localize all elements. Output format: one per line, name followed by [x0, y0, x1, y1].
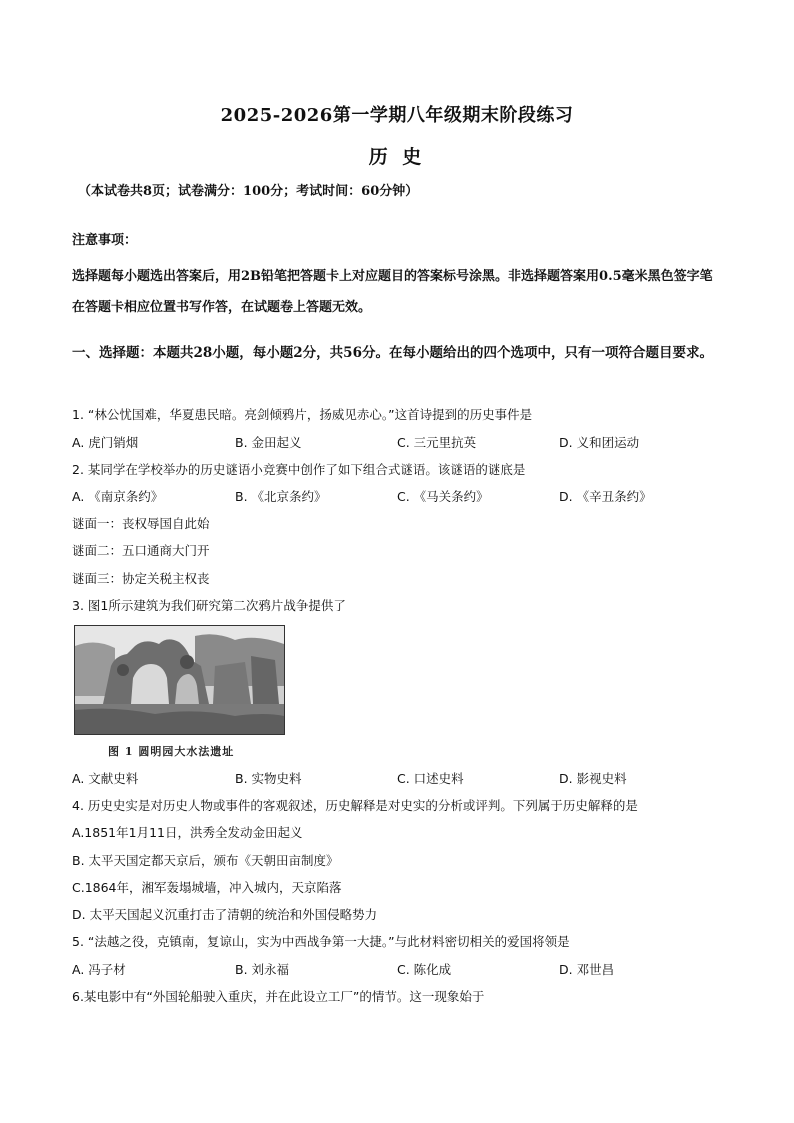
question-3-option-c: C. 口述史料: [397, 771, 464, 786]
question-2-option-b: B. 《北京条约》: [235, 489, 327, 504]
question-1-option-d: D. 义和团运动: [559, 435, 640, 450]
question-5-option-c: C. 陈化成: [397, 962, 452, 977]
question-3-option-b: B. 实物史料: [235, 771, 302, 786]
question-2-option-a: A. 《南京条约》: [72, 489, 164, 504]
question-5-option-b: B. 刘永福: [235, 962, 290, 977]
question-3-option-d: D. 影视史料: [559, 771, 627, 786]
question-5-stem: 5. “法越之役，克镇南，复谅山，实为中西战争第一大捷。”与此材料密切相关的爱国将领是: [72, 934, 570, 949]
section-heading: 一、选择题：本题共28小题，每小题2分，共56分。在每小题给出的四个选项中，只有一项符合题目要求。: [72, 345, 713, 361]
question-4-option-c: C.1864年，湘军轰塌城墙，冲入城内，天京陷落: [72, 880, 342, 895]
ruins-photo: [74, 625, 285, 735]
question-4-option-b: B. 太平天国定都天京后，颁布《天朝田亩制度》: [72, 853, 339, 868]
question-1-option-a: A. 虎门销烟: [72, 435, 139, 450]
notice-body: 选择题每小题选出答案后，用2B铅笔把答题卡上对应题目的答案标号涂黑。非选择题答案用0.5毫米黑色签字笔在答题卡相应位置书写作答，在试题卷上答题无效。: [72, 269, 713, 315]
question-2-stem: 2. 某同学在学校举办的历史谜语小竞赛中创作了如下组合式谜语。该谜语的谜底是: [72, 462, 526, 477]
question-4-option-d: D. 太平天国起义沉重打击了清朝的统治和外国侵略势力: [72, 907, 378, 922]
question-2-riddle-3: 谜面三：协定关税主权丧: [72, 571, 210, 586]
question-5-option-a: A. 冯子材: [72, 962, 126, 977]
question-2-riddle-2: 谜面二：五口通商大门开: [72, 543, 210, 558]
question-3-stem: 3. 图1所示建筑为我们研究第二次鸦片战争提供了: [72, 598, 346, 613]
question-2-option-c: C. 《马关条约》: [397, 489, 489, 504]
question-4-stem: 4. 历史史实是对历史人物或事件的客观叙述，历史解释是对史实的分析或评判。下列属于历史解释的是: [72, 798, 638, 813]
exam-info: （本试卷共8页；试卷满分：100分；考试时间：60分钟）: [78, 184, 419, 199]
question-1-option-c: C. 三元里抗英: [397, 435, 477, 450]
exam-title: 2025-2026第一学期八年级期末阶段练习: [220, 105, 574, 126]
subject-title: 历 史: [368, 146, 426, 168]
question-1-option-b: B. 金田起义: [235, 435, 302, 450]
question-3-option-a: A. 文献史料: [72, 771, 139, 786]
question-6-stem: 6.某电影中有“外国轮船驶入重庆，并在此设立工厂”的情节。这一现象始于: [72, 989, 485, 1004]
question-5-option-d: D. 邓世昌: [559, 962, 615, 977]
question-2-option-d: D. 《辛丑条约》: [559, 489, 652, 504]
question-2-riddle-1: 谜面一：丧权辱国自此始: [72, 516, 210, 531]
notice-heading: 注意事项：: [72, 233, 138, 248]
question-1-stem: 1. “林公忧国难，华夏患民暗。亮剑倾鸦片，扬威见赤心。”这首诗提到的历史事件是: [72, 407, 533, 422]
figure-caption: 图 1 圆明园大水法遗址: [108, 745, 235, 758]
question-4-option-a: A.1851年1月11日，洪秀全发动金田起义: [72, 825, 303, 840]
